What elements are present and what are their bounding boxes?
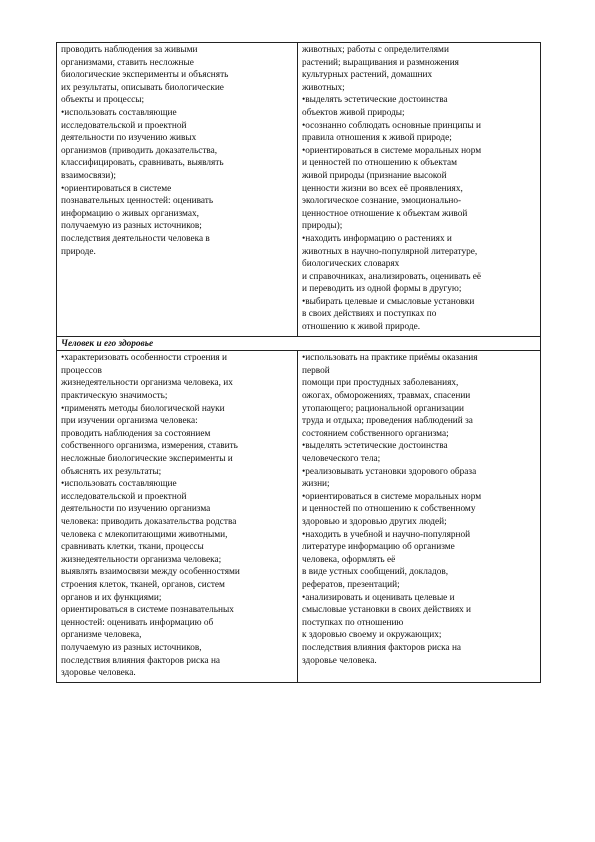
text-line: •находить информацию о растениях и — [302, 233, 452, 244]
text-line: •выделять эстетические достоинства — [302, 95, 448, 106]
text-line: исследовательской и проектной — [61, 491, 187, 502]
text-line: здоровье человека. — [302, 655, 377, 666]
text-line: получаемую из разных источников, — [61, 642, 202, 653]
text-line: отношению к живой природе. — [302, 322, 421, 333]
text-line: •использовать на практике приёмы оказания — [302, 353, 478, 364]
text-line: и справочниках, анализировать, оценивать её — [302, 271, 482, 282]
text-line: природы); — [302, 221, 343, 232]
text-line: •использовать составляющие — [61, 479, 177, 490]
text-line: человека, оформлять её — [302, 554, 396, 565]
text-line: •использовать составляющие — [61, 107, 177, 118]
text-line: здоровью и здоровью других людей; — [302, 516, 447, 527]
text-line: процессов — [61, 365, 102, 376]
cell-text — [302, 44, 536, 334]
text-line: •применять методы биологической науки — [61, 403, 225, 414]
text-line: культурных растений, домашних — [302, 70, 433, 81]
text-line: при изучении организма человека: — [61, 416, 198, 427]
text-line: и ценностей по отношению к собственному — [302, 504, 476, 515]
text-line: исследовательской и проектной — [61, 120, 187, 131]
text-line: несложные биологические эксперименты и — [61, 454, 233, 464]
outcomes-table — [56, 42, 541, 683]
row2-left-cell — [57, 351, 298, 682]
table-row — [57, 43, 541, 337]
text-line: проводить наблюдения за живыми — [61, 45, 198, 55]
section-title: Человек и его здоровье — [57, 336, 541, 351]
text-line: •выделять эстетические достоинства — [302, 441, 448, 452]
text-line: животных; — [302, 82, 345, 93]
text-line: •ориентироваться в системе — [61, 183, 172, 194]
text-line: •реализовывать установки здорового образа — [302, 466, 477, 477]
text-line: •ориентироваться в системе моральных норм — [302, 145, 482, 156]
text-line: жизнедеятельности организма человека; — [61, 554, 222, 565]
text-line: здоровье человека. — [61, 668, 136, 679]
text-line: литературе информацию об организме — [302, 542, 455, 553]
text-line: и ценностей по отношению к объектам — [302, 158, 458, 169]
cell-text — [61, 44, 293, 258]
text-line: органов и их функциями; — [61, 592, 162, 603]
text-line: человеческого тела; — [302, 454, 381, 464]
text-line: ценности жизни во всех её проявлениях, — [302, 183, 463, 194]
document-page — [56, 42, 540, 683]
row1-right-cell — [298, 43, 541, 337]
text-line: ценностей: оценивать информацию об — [61, 617, 214, 628]
text-line: организмами, ставить несложные — [61, 57, 194, 68]
text-line: состоянием собственного организма; — [302, 428, 449, 439]
text-line: объектов живой природы; — [302, 107, 405, 118]
text-line: классифицировать, сравнивать, выявлять — [61, 158, 224, 169]
text-line: собственного организма, измерения, ставить — [61, 441, 238, 452]
text-line: последствия влияния факторов риска на — [302, 642, 462, 653]
text-line: экологическое сознание, эмоционально- — [302, 196, 462, 207]
text-line: в виде устных сообщений, докладов, — [302, 567, 449, 578]
text-line: их результаты, описывать биологические — [61, 82, 224, 93]
text-line: последствия влияния факторов риска на — [61, 655, 221, 666]
text-line: получаемую из разных источников; — [61, 221, 202, 232]
text-line: биологических словарях — [302, 259, 400, 270]
text-line: познавательных ценностей: оценивать — [61, 196, 214, 207]
text-line: выявлять взаимосвязи между особенностями — [61, 567, 240, 578]
row1-left-cell — [57, 43, 298, 337]
text-line: утопающего; рациональной организации — [302, 403, 464, 414]
row2-right-cell — [298, 351, 541, 682]
text-line: ожогах, обморожениях, травмах, спасении — [302, 391, 471, 402]
text-line: ценностное отношение к объектам живой — [302, 208, 468, 219]
text-line: животных в научно-популярной литературе, — [302, 246, 478, 257]
text-line: биологические эксперименты и объяснять — [61, 70, 229, 81]
text-line: деятельности по изучению живых — [61, 133, 197, 144]
text-line: ориентироваться в системе познавательных — [61, 605, 234, 616]
text-line: жизни; — [302, 479, 330, 490]
text-line: растений; выращивания и размножения — [302, 57, 459, 68]
text-line: •осознанно соблюдать основные принципы и — [302, 120, 481, 131]
text-line: •анализировать и оценивать целевые и — [302, 592, 455, 603]
text-line: к здоровью своему и окружающих; — [302, 630, 442, 641]
table-row — [57, 351, 541, 682]
text-line: первой — [302, 365, 330, 376]
text-line: помощи при простудных заболеваниях, — [302, 378, 459, 389]
text-line: деятельности по изучению организма — [61, 504, 211, 515]
text-line: жизнедеятельности организма человека, их — [61, 378, 233, 389]
text-line: человека: приводить доказательства родства — [61, 516, 237, 527]
cell-text — [61, 352, 293, 679]
text-line: живой природы (признание высокой — [302, 170, 447, 181]
text-line: смысловые установки в своих действиях и — [302, 605, 472, 616]
text-line: строения клеток, тканей, органов, систем — [61, 579, 225, 590]
text-line: информацию о живых организмах, — [61, 208, 199, 219]
text-line: человека с млекопитающими животными, — [61, 529, 228, 540]
text-line: в своих действиях и поступках по — [302, 309, 437, 320]
text-line: •ориентироваться в системе моральных норм — [302, 491, 482, 502]
text-line: •находить в учебной и научно-популярной — [302, 529, 471, 540]
text-line: последствия деятельности человека в — [61, 233, 210, 244]
text-line: сравнивать клетки, ткани, процессы — [61, 542, 204, 553]
text-line: труда и отдыха; проведения наблюдений за — [302, 416, 473, 427]
text-line: правила отношения к живой природе; — [302, 133, 452, 144]
text-line: природе. — [61, 246, 96, 257]
text-line: объяснять их результаты; — [61, 466, 162, 477]
text-line: поступках по отношению — [302, 617, 404, 628]
section-row — [57, 336, 541, 351]
text-line: практическую значимость; — [61, 391, 168, 402]
text-line: •характеризовать особенности строения и — [61, 353, 228, 364]
text-line: организме человека, — [61, 630, 142, 641]
text-line: объекты и процессы; — [61, 95, 145, 106]
text-line: и переводить из одной формы в другую; — [302, 284, 462, 295]
text-line: взаимосвязи); — [61, 170, 116, 181]
text-line: проводить наблюдения за состоянием — [61, 428, 211, 439]
text-line: рефератов, презентаций; — [302, 579, 400, 590]
text-line: животных; работы с определителями — [302, 45, 449, 55]
text-line: организмов (приводить доказательства, — [61, 145, 218, 156]
text-line: •выбирать целевые и смысловые установки — [302, 296, 475, 307]
cell-text — [302, 352, 536, 667]
